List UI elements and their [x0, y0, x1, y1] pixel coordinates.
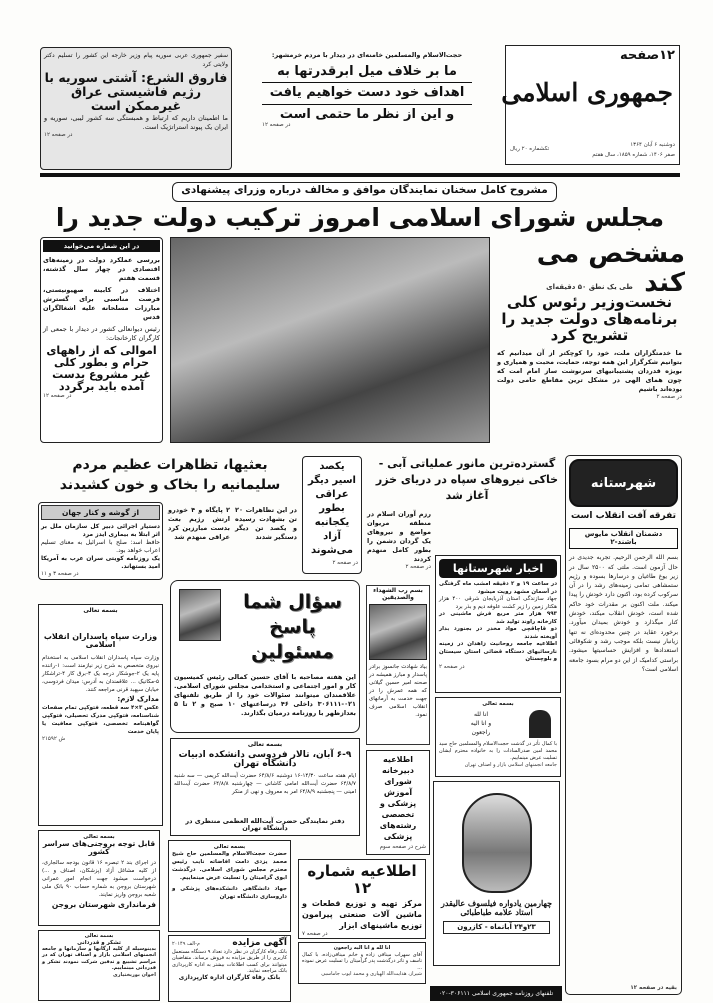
ferdowsi-title: ۶-۹ آبان، تالار فردوسی دانشکده ادبیات دانشگاه تهران [178, 749, 352, 770]
page-ref: شرح در صفحه سوم [379, 844, 426, 850]
martyr-title: بسم رب الشهداء والصدیقین [373, 587, 423, 601]
city-item: در ساعت ۱۹ و ۲ دقیقه امشب ماه گرفتگی در آسمان مشهد رویت میشود [439, 581, 558, 595]
signature: شیراز، هدایت‌الله الهیاری و محمد ایوب جاماسبی [321, 971, 422, 977]
footer-phone-bar: تلفنهای روزنامه جمهوری اسلامی ۳۰۶۱۱۱-۰۲۰ [430, 986, 562, 1001]
verse-line: راجعون [471, 729, 491, 737]
thanks-title: تشکر و قدردانی [77, 939, 121, 946]
contents-headline: اموالی که از راههای حرام و بطور کلی غیر مشروع بدست آمده باید برگردد [46, 344, 157, 394]
martyr-notice [366, 585, 430, 745]
world-box [38, 502, 163, 580]
page-ref: در صفحه ۳ و ۱۱ [41, 571, 79, 577]
signature: اخوان بوربختیاری [113, 971, 156, 978]
lead-kicker [172, 182, 557, 202]
verse [439, 707, 523, 737]
masthead-rule [40, 173, 680, 177]
subhead: نخست‌وزیر رئوس کلی برنامه‌های دولت جدید را تشریح کرد [501, 293, 678, 344]
page-ref: در صفحه ۲ [656, 393, 682, 400]
motto: تفرقه آفت انقلاب است [571, 511, 676, 521]
maneuver-headline: گسترده‌ترین مانور عملیاتی آبی - خاکی نیروهای سپاه در دریای خزر آغاز شد [375, 457, 559, 502]
price: تکشماره ۲۰ ریال [510, 146, 550, 152]
signature: جامعه انجمنهای اسلامی بازار و اصناف تهران [464, 762, 557, 769]
docs: عکس ۳×۴ سه قطعه، فتوکپی تمام صفحات شناسنامه، فتوکپی مدرک تحصیلی، فتوکپی گواهینامه تخصصی، فتوکپی معافیت یا پایان خدمت [42, 704, 159, 735]
basmala: بسمه تعالی [83, 607, 118, 614]
mourning-header [439, 707, 557, 741]
condolence-body: حضرت حجت‌الاسلام والمسلمین حاج شیخ محمد یزدی دامت افاضاته نایب رئیس محترم مجلس شورای اسلامی. درگذشت ابوی گرامیتان را تسلیت عرض مینماییم. [172, 851, 287, 882]
auction-body: بانک رفاه کارگران در نظر دارد تعداد ۹ دستگاه مستعمل کاربری را از طریق مزایده به فروش برساند. متقاضیان میتوانند برای کسب اطلاعات بیشتر به اداره کارپردازی بانک مراجعه نمایند. [171, 948, 287, 975]
city-item: دو قاچاقچی مواد مخدر در بجنورد بدار آویخته شدند [439, 626, 557, 640]
paper-title: جمهوری اسلامی [501, 78, 673, 107]
lead-subhead-block [497, 283, 682, 400]
medical-title: اطلاعیه دبیرخانه شورای آموزش پزشکی و تخصصی رشته‌های پزشکی [379, 755, 417, 841]
world-item: حافظ اسد: صلح با اسرائیل به معنای تسلیم اعراب خواهد بود. [41, 539, 160, 554]
auction-ad [168, 935, 291, 1002]
broojen-title: قابل توجه بروجنی‌های سراسر کشور [42, 839, 156, 857]
top-center-story [262, 52, 472, 128]
parliament-photo [170, 237, 490, 443]
basmala: بسمه تعالی [83, 834, 115, 840]
editorial-column [565, 455, 682, 995]
tabatabai-poster [433, 781, 560, 966]
page-ref: بقیه در صفحه ۱۲ [630, 985, 677, 991]
editorial-title: دشمنان انقلاب مایوس باشند-۲ [569, 528, 678, 549]
page-ref: در صفحه ۲ [439, 663, 465, 670]
official-photo [179, 589, 221, 641]
headline-line: و این از نظر ما حتمی است [279, 106, 455, 122]
col-story: در این تظاهرات ۲۰ تن بشهادت رسیده و یکصد تن دیگر دستگیر شدند [235, 506, 297, 541]
page-ref: در صفحه ۱۲ [44, 132, 73, 139]
broojen-body: در اجرای بند ۲ تبصره ۱۶ قانون بودجه سالجاری، از کلیه مشاغل آزاد (پزشکان، اصناف و ...) درخواست میشود جهت انجام امور عمرانی شهرستان بروجن به شماره حساب ۹۰ بانک ملی شعبه بروجن واریز نمایند. [42, 859, 156, 898]
kicker-text: مشروح کامل سخنان نمایندگان موافق و مخالف درباره وزرای پیشنهادی [181, 184, 548, 196]
signature: بانک رفاه کارگران اداره کارپردازی [178, 973, 281, 981]
ferdowsi-ad [170, 738, 360, 836]
portrait-frame [462, 793, 532, 893]
col-story-3 [367, 510, 431, 570]
sepah-body: وزارت سپاه پاسداران انقلاب اسلامی به استخدام نیروی متخصص به شرح زیر نیازمند است: ۱-راننده پایه یک ۲-جوشکار درجه یک ۳-برق کار ۴-تراشکار ۵-مکانیک ... علاقمندان به آدرس: میدان فردوسی، خیابان سپهبد قرنی مراجعه کنند. [42, 655, 160, 694]
page-ref: در صفحه ۲ [332, 560, 358, 566]
issue: صفر ۱۴۰۶، شماره ۱۸۵۹، سال هفتم [592, 152, 675, 158]
editorial-logo [569, 459, 678, 507]
page-ref: در صفحه ۱۲ [262, 122, 291, 129]
page-ref: در صفحه ۷ [302, 931, 328, 937]
ferdowsi-schedule: ایام هفته ساعت ۱۴/۳۰-۱۶ دوشنبه ۶۴/۸/۶ حضرت آیت‌الله کریمی — سه شنبه ۶۴/۸/۷ حضرت آیت‌الله امامی کاشانی — چهارشنبه ۶۴/۸/۸ حضرت آیت‌الله امینی — پنجشنبه ۶۴/۸/۹ امر به معروف و نهی از منکر [174, 773, 357, 796]
verse-line: انا لله [473, 711, 489, 719]
qa-title: سؤال شما پاسخ مسئولین [243, 591, 342, 663]
headline-line: ما بر خلاف میل ابرقدرتها به [262, 65, 472, 83]
verse-line: و انا الیه [470, 720, 492, 728]
sub-kicker: طی یک نطق ۵۰ دقیقه‌ای [546, 283, 633, 291]
main-headline-2: مشخص می کند [536, 239, 685, 298]
contents-title: در این شماره می‌خوانید [43, 240, 160, 252]
headline: فاروق الشرع: آشتی سوریه با رژیم فاشیستی عراق غیرممکن است [44, 70, 228, 113]
world-item: دستیار اجرائی دبیر کل سازمان ملل بر اثر ابتلا به بیماری ایدز مرد [41, 523, 160, 538]
ad-code: ش ۲۱۵۹۲ [42, 735, 66, 742]
mourning-ad [435, 697, 561, 777]
logo-text: شهرستانه [590, 475, 657, 491]
main-headline: مجلس شورای اسلامی امروز ترکیب دولت جدید را [55, 203, 665, 232]
qa-body: این هفته مصاحبه با آقای حسین کمالی رئیس کمیسیون کار و امور اجتماعی و استخدامی مجلس شورای اسلامی. علاقمندان میتوانند سئوالات خود را از طریق تلفنهای ۰۲۱-۳۰۶۱۱۱ داخلی ۴۶ درساعتهای ۱۰ صبح و ۲ تا ۵ بعدازظهر با روزنامه درمیان بگذارند. [174, 673, 356, 717]
headline-line: اهداف خود دست خواهیم یافت [262, 86, 472, 104]
page-ref: در صفحه ۲ [405, 564, 431, 570]
basmala: بسمه تعالی [84, 933, 114, 939]
contents-box [40, 237, 163, 443]
city-news-title: اخبار شهرستانها [439, 559, 557, 578]
poster-date: ۲۳و۲۴ آبانماه - کازرون [443, 921, 550, 935]
poster-text: چهارمین یادواره فیلسوف عالیقدر استاد علامه طباطبائی [440, 898, 553, 917]
mourning-body: آقای سهراب میناقی زاده و خانم میناقی‌زاده، با کمال تاسف و تاثر درگذشت پدر گرامیتان را تسلیت عرض نموده ... [302, 951, 422, 971]
baath-headline: بعثیها، تظاهرات عظیم مردم سلیمانیه را بخاک و خون کشیدند [59, 457, 281, 493]
page-ref: در صفحه ۱۲ [43, 393, 72, 400]
body: ما اطمینان داریم که ارتباط و همبستگی سه کشور لیبی، سوریه و ایران یک پیوند استراتژیک است. [44, 114, 228, 132]
thanks-body: بدینوسیله از کلیه ارگانها و سازمانها و جامعه انجمنهای اسلامی بازار و اصناف تهران که در مراسم تشییع و تدفین شرکت نمودند تشکر و قدردانی مینماییم. [42, 945, 156, 972]
martyr-photo [369, 604, 427, 660]
ad-code: م-الف ۲۰۱۴۹ [172, 941, 201, 947]
verse-line: انا لله و انا الیه راجعون [333, 945, 391, 951]
top-left-story [40, 47, 232, 170]
mourning-ad-2 [298, 942, 426, 984]
contents-item: اختلاف در کابینه صهیونیستی، فرصت مناسبی برای گسترش مبارزات مسلحانه علیه اشغالگران قدس [43, 286, 160, 321]
signature: جهاد دانشگاهی دانشکده‌های پزشکی و داروسازی دانشگاه تهران [172, 886, 287, 901]
notice-body: مرکز تهیه و توزیع قطعات و ماشین آلات صنعتی پیرامون توزیع ماشینهای ابزار [302, 899, 422, 930]
lead-body: ما خدمتگزاران ملت، خود را کوچکتر از آن میدانیم که بتوانیم شکرگزار این همه توجه، حمایت، محبت و همیاری و بویژه قدردان پشتیبانیهای سرنوشت ساز امام امت که چون همای الهی در مشکل ترین مقاطع حامی دولت بوده‌اند باشیم [497, 348, 682, 393]
city-item: جهاد سازندگی استان آذربایجان شرقی ۴۰۰ هزار هکتار زمین را زیر کشت علوفه دیم و بذر برد [439, 596, 557, 610]
kicker: سفیر جمهوری عربی سوریه پیام وزیر خارجه این کشور را تسلیم دکتر ولایتی کرد [44, 52, 228, 68]
date: دوشنبه ۶ آبان ۱۳۶۴ [630, 142, 675, 148]
auction-header [172, 939, 287, 949]
contents-item: بررسی عملکرد دولت در زمینه‌های اقتصادی در چهار سال گذشته، قسمت هفتم [43, 256, 160, 282]
sepah-ad [38, 604, 163, 826]
world-title: از گوشه و کنار جهان [41, 505, 160, 520]
col-story: ۲ پایگاه و ۴ خودرو ارتش رژیم بعث بدست مبارزین کرد عراقی منهدم شد [168, 506, 231, 541]
broojen-ad [38, 830, 160, 926]
prisoners-box [302, 456, 362, 574]
notice-title: اطلاعیه شماره ۱۲ [307, 862, 417, 897]
ferdowsi-footer: دفتر نمایندگی حضرت آیت‌الله العظمی منتظری در دانشگاه تهران [185, 816, 345, 832]
prisoners-headline: یکصد اسیر دیگر عراقی بطور یکجانبه آزاد می‌شوند [308, 461, 356, 556]
kicker: حجت‌الاسلام والمسلمین خامنه‌ای در دیدار با مردم خرمشهر: [271, 51, 463, 59]
col-story: رزم آوران اسلام در منطقه مریوان مواضع و نیروهای یک گردان دشمن را بطور کامل منهدم کردند [367, 510, 431, 563]
emblem-icon [529, 710, 551, 738]
basmala: بسمه تعالی [247, 741, 283, 748]
editorial-body: بسم الله الرحمن الرحیم. تجربه جدیدی در حال آزمون است. ملتی که ۲۵۰۰ سال در زیر یوغ طاغیان و درسارها بسوده و رژیم ستمشاهی تمامی زمینه‌های رشد را در آن سرکوب کرده بود، اکنون دارد خودش را پیدا میکند. ملت اکنون بر مقدرات خود حاکم شده است، خودش انقلاب میکند، خودش کنار میگذارد و خودش بمیدان میآورد. برخورد عقاید در چنین محدوده‌ای نه تنها زیانبار نیست بلکه موجب رشد و شکوفائی استعدادها و افزایش حساسیتها میشود. براستی کدامیک از این دو مرام بسود جامعه اسلامی است؟ [569, 554, 678, 673]
org-name: وزارت سپاه پاسداران انقلاب اسلامی [43, 631, 158, 650]
notice-12 [298, 859, 426, 939]
masthead [501, 45, 680, 165]
docs-title: مدارک لازم: [117, 695, 159, 704]
mourning-body: با کمال تأثر در گذشت حجت‌الاسلام والمسلمین حاج سید محمد امین صدرالسادات را به خانواده محترم ایشان تسلیت عرض مینماییم. [439, 741, 557, 762]
basmala: بسمه تعالی [213, 844, 246, 850]
thanks-ad [38, 930, 160, 1001]
auction-title: آگهی مزایده [232, 938, 287, 948]
qa-box [170, 580, 360, 733]
basmala: بسمه تعالی [482, 701, 514, 707]
contents-item: رئیس دیوانعالی کشور در دیدار با جمعی از کارگران کارخانجات: [43, 325, 160, 342]
martyr-body: بیاد شهادت جانسوز برادر پاسدار و مبارز همیشه در صحنه امیر حسین گیلانی که همه عمرش را در جهت خدمت به آرمانهای انقلاب اسلامی صرف نمود. [369, 664, 427, 719]
city-news-box [435, 555, 561, 693]
page-count: ۱۲صفحه [619, 48, 675, 63]
city-item: ۹۹۳ هزار متر مربع فرش ماشینی در کارخانه راوند تولید شد [439, 611, 557, 625]
medical-notice [366, 750, 430, 855]
city-item: اطلاعیه جامعه روحانیت زاهدان در زمینه نارسائیهای دستگاه قضائی استان سیستان و بلوچستان [439, 641, 557, 662]
world-item: یک روزنامه کویتی سران عرب به آمریکا امید بستهاند. [41, 555, 160, 570]
condolence-ad [168, 840, 291, 932]
signature: فرمانداری شهرستان بروجن [51, 899, 156, 909]
